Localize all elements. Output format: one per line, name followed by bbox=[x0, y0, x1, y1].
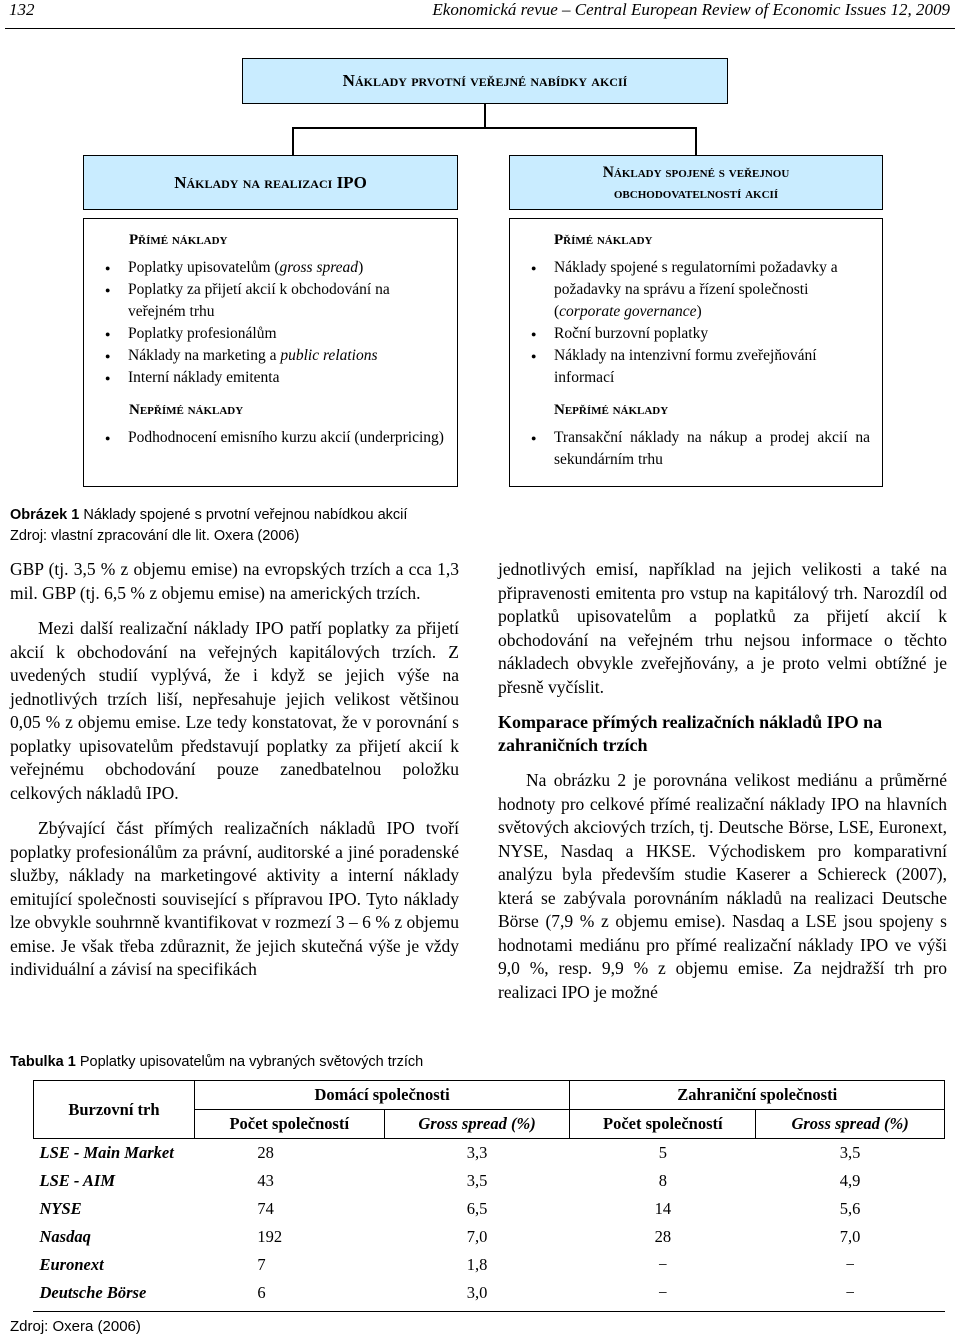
figure-source: Zdroj: vlastní zpracování dle lit. Oxera (2006) bbox=[10, 528, 300, 544]
table-row: Deutsche Börse 6 3,0 − − bbox=[39, 1282, 855, 1302]
list-item: ● Poplatky upisovatelům (gross spread) bbox=[102, 257, 445, 279]
right-title-box bbox=[509, 155, 883, 210]
col-group-foreign: Zahraniční společnosti bbox=[570, 1081, 945, 1110]
list-item: ● Transakční náklady na nákup a prodej akcií na sekundárním trhu bbox=[528, 427, 870, 471]
list-item: ● Náklady na marketing a public relations bbox=[102, 345, 445, 367]
right-indirect-list bbox=[528, 427, 870, 471]
left-title-label: Náklady na realizaci IPO bbox=[174, 172, 367, 192]
section-heading: Komparace přímých realizačních nákladů IPO na zahraničních trzích bbox=[498, 712, 883, 755]
diagram-root-label: Náklady prvotní veřejné nabídky akcií bbox=[342, 71, 628, 90]
figure-label: Obrázek 1 bbox=[10, 507, 80, 523]
list-item: ● Roční burzovní poplatky bbox=[528, 323, 870, 345]
left-indirect-heading: Nepřímé náklady bbox=[129, 402, 244, 418]
list-item: ● Náklady spojené s regulatorními požadavky a požadavky na správu a řízení společnosti (corporate governance) bbox=[528, 257, 870, 323]
connector-right bbox=[695, 127, 697, 156]
page-number: 132 bbox=[9, 0, 35, 19]
running-header bbox=[9, 0, 950, 22]
table-row: LSE - Main Market 28 3,3 5 3,5 bbox=[39, 1142, 861, 1162]
col-header-domestic-spread: Gross spread (%) bbox=[384, 1110, 570, 1139]
table-row: NYSE 74 6,5 14 5,6 bbox=[39, 1198, 861, 1218]
diagram-root-box bbox=[242, 58, 728, 104]
paragraph: Na obrázku 2 je porovnána velikost mediánu a průměrné hodnoty pro celkové přímé realizační náklady IPO na hlavních světových akciových trzích, tj. Deutsche Börse, LSE, Euronext, NYSE, Nasdaq a HKSE. Východiskem pro komparativní analýzu byla především studie Kaserer a Schiereck (2007), která se zabývala porovnáním nákladů na realizaci Deutsche Börse (7,9 % z objemu emise). Nasdaq a LSE jsou spojeny s hodnotami mediánu pro přímé realizační náklady IPO ve výši 9,0 %, resp. 9,9 % z objemu emise. Za nejdražší trh pro realizaci IPO je možné bbox=[498, 770, 947, 1002]
right-text-column bbox=[498, 558, 947, 1016]
col-header-domestic-count: Počet společností bbox=[194, 1110, 384, 1139]
col-header-foreign-count: Počet společností bbox=[570, 1110, 756, 1139]
table-source: Zdroj: Oxera (2006) bbox=[10, 1318, 141, 1335]
list-item: ● Interní náklady emitenta bbox=[102, 367, 445, 389]
list-item: ● Poplatky za přijetí akcií k obchodování na veřejném trhu bbox=[102, 279, 445, 323]
right-direct-list bbox=[528, 257, 870, 389]
table-label: Tabulka 1 bbox=[10, 1054, 76, 1070]
right-content-box bbox=[509, 218, 883, 487]
figure-caption-text: Náklady spojené s prvotní veřejnou nabídkou akcií bbox=[79, 507, 408, 523]
table-row: LSE - AIM 43 3,5 8 4,9 bbox=[39, 1170, 861, 1190]
fees-table bbox=[33, 1080, 945, 1307]
list-item: ● Náklady na intenzivní formu zveřejňování informací bbox=[528, 345, 870, 389]
list-item: ● Podhodnocení emisního kurzu akcií (underpricing) bbox=[102, 427, 445, 449]
list-item: ● Poplatky profesionálům bbox=[102, 323, 445, 345]
paragraph: jednotlivých emisí, například na jejich velikosti a také na připravenosti emitenta pro vstup na kapitálový trh. Narozdíl od poplatků upisovatelům a poplatků za přijetí akcií k obchodování na veřejném trhu nejsou informace o těchto nákladech obvykle zveřejňovány, a je proto velmi obtížné je přesně vyčíslit. bbox=[498, 559, 947, 697]
left-indirect-list bbox=[102, 427, 445, 449]
left-title-box bbox=[83, 155, 458, 210]
col-header-market: Burzovní trh bbox=[34, 1081, 195, 1139]
right-title-line2: obchodovatelností akcií bbox=[613, 184, 779, 202]
figure-caption bbox=[10, 505, 570, 547]
paragraph: GBP (tj. 3,5 % z objemu emise) na evropských trzích a cca 1,3 mil. GBP (tj. 6,5 % z objemu emise) na amerických trzích. bbox=[10, 559, 459, 603]
left-direct-list bbox=[102, 257, 445, 389]
table-caption-text: Poplatky upisovatelům na vybraných světových trzích bbox=[75, 1054, 424, 1070]
connector-horizontal bbox=[292, 127, 696, 129]
right-indirect-heading: Nepřímé náklady bbox=[554, 402, 669, 418]
paragraph: Zbývající část přímých realizačních nákladů IPO tvoří poplatky profesionálům za právní, auditorské a jiné poradenské služby, náklady na marketingové aktivity a interní náklady emitující společnosti související s přípravou IPO. Tyto náklady lze obvykle souhrnně kvantifikovat v rozmezí 3 – 6 % z objemu emise. Je však třeba zdůraznit, že jejich skutečná výše je vždy individuální a závisí na specifikách bbox=[10, 818, 459, 979]
col-group-domestic: Domácí společnosti bbox=[194, 1081, 570, 1110]
header-rule bbox=[5, 28, 955, 29]
left-direct-heading: Přímé náklady bbox=[129, 232, 228, 248]
right-direct-heading: Přímé náklady bbox=[554, 232, 653, 248]
table-row: Nasdaq 192 7,0 28 7,0 bbox=[39, 1226, 861, 1246]
right-title-line1: Náklady spojené s veřejnou bbox=[602, 163, 790, 181]
table-body bbox=[34, 1139, 945, 1307]
connector-vertical-root bbox=[484, 104, 486, 128]
journal-title: Ekonomická revue – Central European Review of Economic Issues 12, 2009 bbox=[432, 0, 950, 19]
table-bottom-rule bbox=[33, 1311, 945, 1312]
table-caption bbox=[10, 1052, 610, 1073]
connector-left bbox=[292, 127, 294, 156]
left-content-box bbox=[83, 218, 458, 487]
table-row: Euronext 7 1,8 − − bbox=[39, 1254, 855, 1274]
col-header-foreign-spread: Gross spread (%) bbox=[756, 1110, 945, 1139]
left-text-column bbox=[10, 558, 459, 994]
paragraph: Mezi další realizační náklady IPO patří poplatky za přijetí akcií k obchodování na veřejných kapitálových trzích. Z uvedených studií vyplývá, že i když se jejich výše na jednotlivých trzích liší, nepřesahuje jejich velikost většinou 0,05 % z objemu emise. Lze tedy konstatovat, že v porovnání s poplatky upisovatelům představují poplatky za přijetí akcií k veřejnému obchodování pouze zanedbatelnou položku celkových nákladů IPO. bbox=[10, 618, 459, 803]
